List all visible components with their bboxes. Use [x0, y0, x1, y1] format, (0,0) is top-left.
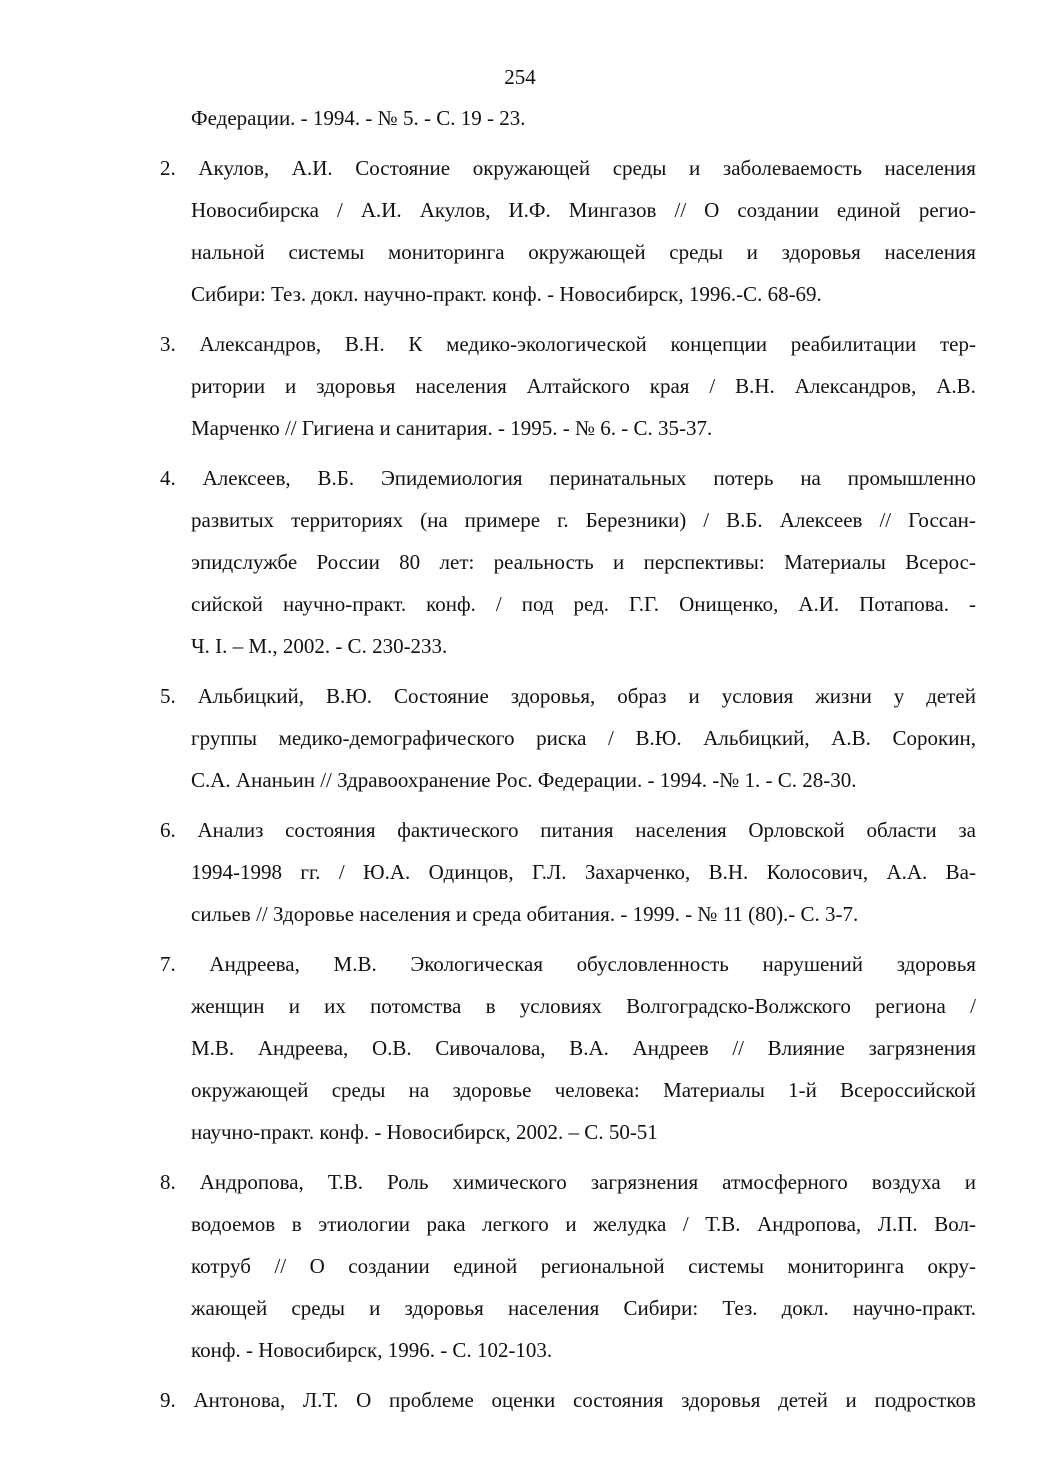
word: А.В.	[831, 726, 871, 750]
word: территориях	[291, 508, 404, 532]
word: риска	[536, 726, 587, 750]
word: Вол-	[934, 1212, 976, 1236]
word: загрязнения	[590, 1170, 699, 1194]
word: Захарченко,	[584, 860, 691, 884]
word: перинатальных	[549, 466, 687, 490]
word: окружающей	[191, 1078, 309, 1102]
word: 8.	[160, 1170, 176, 1194]
word: /	[709, 374, 716, 398]
word: Всерос-	[905, 550, 976, 574]
word: человека:	[554, 1078, 640, 1102]
word: создании	[737, 198, 819, 222]
word: Альбицкий,	[197, 684, 305, 708]
word: атмосферного	[722, 1170, 848, 1194]
word: в	[485, 994, 496, 1018]
word: концепции	[670, 332, 767, 356]
word: окружающей	[528, 240, 646, 264]
entry-gap	[160, 145, 976, 153]
word: Андропова,	[199, 1170, 304, 1194]
word: и	[613, 550, 625, 574]
word: 5.	[160, 684, 176, 708]
word: (на	[420, 508, 448, 532]
word: мониторинга	[787, 1254, 905, 1278]
entry-gap	[160, 455, 976, 463]
word: и	[845, 1388, 857, 1412]
word: проблеме	[388, 1388, 474, 1412]
word: Мингазов	[568, 198, 657, 222]
word: легкого	[482, 1212, 549, 1236]
word: регио-	[918, 198, 976, 222]
word: желудка	[593, 1212, 667, 1236]
word: Состояние	[394, 684, 489, 708]
word: потомства	[370, 994, 462, 1018]
word: Онищенко,	[679, 592, 779, 616]
word: Г.Г.	[629, 592, 660, 616]
word: на	[800, 466, 821, 490]
word: 1-й	[788, 1078, 817, 1102]
word: А.И.	[291, 156, 333, 180]
reference-line	[160, 991, 976, 1033]
word: условия	[721, 684, 794, 708]
reference-entry	[160, 1385, 976, 1427]
word: области	[866, 818, 937, 842]
reference-entry	[160, 329, 976, 455]
entry-gap	[160, 1377, 976, 1385]
word: реальность	[493, 550, 594, 574]
word: //	[879, 508, 892, 532]
word: Т.В.	[705, 1212, 741, 1236]
reference-line: Федерации. - 1994. - № 5. - С. 19 - 23.	[191, 106, 526, 130]
word: лет:	[439, 550, 475, 574]
word: конф.	[426, 592, 476, 616]
word: Т.В.	[327, 1170, 364, 1194]
word: Алексеев,	[202, 466, 291, 490]
word: края	[649, 374, 690, 398]
word: здоровья	[781, 240, 861, 264]
word: Андреева,	[209, 952, 300, 976]
word: населения	[415, 374, 507, 398]
word: Ва-	[945, 860, 976, 884]
word: Александров,	[794, 374, 917, 398]
word: //	[274, 1254, 287, 1278]
word: Роль	[387, 1170, 429, 1194]
word: медико-демографического	[278, 726, 515, 750]
word: /	[338, 860, 345, 884]
word: жизни	[815, 684, 872, 708]
word: Андропова,	[757, 1212, 862, 1236]
reference-entry	[160, 949, 976, 1159]
word: здоровья,	[510, 684, 596, 708]
word: и	[746, 240, 758, 264]
word: среды	[612, 156, 667, 180]
reference-entry	[160, 103, 976, 145]
reference-line	[160, 463, 976, 505]
word: здоровья	[896, 952, 976, 976]
word: фактического	[397, 818, 519, 842]
word: Потапова.	[859, 592, 949, 616]
reference-list	[160, 103, 976, 1427]
word: Березники)	[585, 508, 687, 532]
word: жающей	[191, 1296, 268, 1320]
reference-entry	[160, 153, 976, 321]
word: России	[316, 550, 380, 574]
word: за	[958, 818, 976, 842]
word: М.В.	[333, 952, 377, 976]
word: В.Ю.	[635, 726, 682, 750]
reference-entry	[160, 815, 976, 941]
word: А.И.	[798, 592, 840, 616]
word: нальной	[191, 240, 265, 264]
word: //	[732, 1036, 745, 1060]
reference-line: конф. - Новосибирск, 1996. - С. 102-103.	[191, 1338, 553, 1362]
entry-gap	[160, 673, 976, 681]
word: О	[356, 1388, 372, 1412]
word: А.И.	[360, 198, 402, 222]
word: Колосович,	[766, 860, 869, 884]
reference-line	[160, 815, 976, 857]
word: химического	[452, 1170, 567, 1194]
word: В.Ю.	[325, 684, 373, 708]
reference-line: Ч. I. – М., 2002. - С. 230-233.	[191, 634, 448, 658]
word: мониторинга	[387, 240, 505, 264]
word: состояния	[572, 1388, 664, 1412]
word: примере	[464, 508, 541, 532]
word: докл.	[781, 1296, 829, 1320]
reference-line: сильев // Здоровье населения и среда обитания. - 1999. - № 11 (80).- С. 3-7.	[191, 902, 859, 926]
word: питания	[540, 818, 614, 842]
reference-line	[160, 723, 976, 765]
word: в	[291, 1212, 302, 1236]
word: научно-практ.	[283, 592, 407, 616]
word: и	[688, 684, 700, 708]
word: 2.	[160, 156, 176, 180]
reference-line	[160, 1251, 976, 1293]
word: группы	[191, 726, 257, 750]
word: Андреева,	[257, 1036, 349, 1060]
word: условиях	[519, 994, 602, 1018]
entry-gap	[160, 941, 976, 949]
word: и	[689, 156, 701, 180]
word: Орловской	[748, 818, 845, 842]
word: на	[408, 1078, 430, 1102]
word: Анализ	[197, 818, 264, 842]
word: Волгоградско-Волжского	[626, 994, 851, 1018]
word: среды	[291, 1296, 346, 1320]
word: В.Н.	[708, 860, 749, 884]
word: здоровья	[316, 374, 396, 398]
word: и	[285, 374, 297, 398]
word: их	[324, 994, 346, 1018]
word: здоровья	[404, 1296, 484, 1320]
word: эпидслужбе	[191, 550, 298, 574]
word: единой	[453, 1254, 518, 1278]
reference-line: научно-практ. конф. - Новосибирск, 2002. – С. 50-51	[191, 1120, 658, 1144]
reference-line	[160, 505, 976, 547]
reference-line	[160, 195, 976, 237]
word: Новосибирска	[191, 198, 319, 222]
word: потерь	[713, 466, 774, 490]
word: Алексеев	[779, 508, 863, 532]
word: детей	[926, 684, 976, 708]
word: реабилитации	[790, 332, 917, 356]
reference-entry	[160, 463, 976, 673]
word: Александров,	[199, 332, 322, 356]
word: //	[674, 198, 687, 222]
word: /	[495, 592, 502, 616]
word: здоровье	[452, 1078, 532, 1102]
word: /	[336, 198, 343, 222]
word: региональной	[540, 1254, 665, 1278]
word: 3.	[160, 332, 176, 356]
word: оценки	[491, 1388, 556, 1412]
word: подростков	[874, 1388, 976, 1412]
word: 6.	[160, 818, 176, 842]
word: населения	[635, 818, 727, 842]
word: среды	[669, 240, 723, 264]
word: Сибири:	[623, 1296, 699, 1320]
word: состояния	[285, 818, 376, 842]
reference-line	[160, 949, 976, 991]
word: рака	[426, 1212, 466, 1236]
reference-line	[160, 371, 976, 413]
page-number: 254	[504, 65, 536, 89]
word: заболеваемость	[722, 156, 862, 180]
word: и	[369, 1296, 381, 1320]
word: В.Н.	[344, 332, 385, 356]
word: воздуха	[871, 1170, 941, 1194]
word: промышленно	[847, 466, 976, 490]
word: Эпидемиология	[380, 466, 523, 490]
word: системы	[288, 240, 365, 264]
word: /	[682, 1212, 689, 1236]
word: М.В.	[191, 1036, 235, 1060]
reference-line	[160, 1385, 976, 1427]
word: обусловленность	[576, 952, 729, 976]
word: Алтайского	[526, 374, 630, 398]
word: г.	[557, 508, 569, 532]
word: и	[565, 1212, 577, 1236]
reference-line	[160, 1293, 976, 1335]
word: населения	[884, 240, 976, 264]
word: В.Н.	[735, 374, 775, 398]
reference-line	[160, 1167, 976, 1209]
reference-line	[160, 857, 976, 899]
word: системы	[688, 1254, 764, 1278]
word: под	[521, 592, 554, 616]
word: гг.	[300, 860, 321, 884]
word: образ	[617, 684, 667, 708]
word: медико-экологической	[446, 332, 647, 356]
word: котруб	[191, 1254, 251, 1278]
entry-gap	[160, 321, 976, 329]
word: населения	[884, 156, 976, 180]
reference-line: Марченко // Гигиена и санитария. - 1995. - № 6. - С. 35-37.	[191, 416, 713, 440]
word: окружающей	[472, 156, 591, 180]
word: 1994-1998	[191, 860, 282, 884]
word: В.Б.	[317, 466, 355, 490]
reference-entry	[160, 1167, 976, 1377]
entry-gap	[160, 1159, 976, 1167]
word: Альбицкий,	[703, 726, 810, 750]
word: О	[309, 1254, 325, 1278]
word: у	[893, 684, 905, 708]
word: ритории	[191, 374, 266, 398]
word: региона	[875, 994, 946, 1018]
word: научно-практ.	[852, 1296, 976, 1320]
word: Материалы	[663, 1078, 765, 1102]
word: Госсан-	[908, 508, 976, 532]
word: Акулов,	[198, 156, 270, 180]
word: 7.	[160, 952, 176, 976]
word: В.А.	[569, 1036, 609, 1060]
word: развитых	[191, 508, 275, 532]
reference-line	[160, 1033, 976, 1075]
word: В.Б.	[726, 508, 763, 532]
word: загрязнения	[868, 1036, 976, 1060]
word: водоемов	[191, 1212, 276, 1236]
word: здоровья	[681, 1388, 761, 1412]
word: населения	[507, 1296, 600, 1320]
entry-gap	[160, 807, 976, 815]
word: детей	[778, 1388, 828, 1412]
word: Андреев	[632, 1036, 709, 1060]
reference-entry	[160, 681, 976, 807]
reference-line: С.А. Ананьин // Здравоохранение Рос. Федерации. - 1994. -№ 1. - С. 28-30.	[191, 768, 857, 792]
word: А.В.	[936, 374, 976, 398]
word: перспективы:	[643, 550, 765, 574]
word: И.Ф.	[508, 198, 551, 222]
reference-line	[160, 237, 976, 279]
reference-line: Сибири: Тез. докл. научно-практ. конф. - Новосибирск, 1996.-С. 68-69.	[191, 282, 822, 306]
word: Г.Л.	[531, 860, 567, 884]
reference-line	[160, 1209, 976, 1251]
word: нарушений	[762, 952, 864, 976]
word: Одинцов,	[428, 860, 514, 884]
word: женщин	[191, 994, 265, 1018]
word: Материалы	[784, 550, 886, 574]
word: Экологическая	[410, 952, 544, 976]
word: /	[703, 508, 710, 532]
word: единой	[836, 198, 901, 222]
reference-line	[160, 1075, 976, 1117]
word: Всероссийской	[840, 1078, 976, 1102]
word: 9.	[160, 1388, 176, 1412]
reference-line	[160, 681, 976, 723]
word: 4.	[160, 466, 176, 490]
word: Антонова,	[193, 1388, 286, 1412]
word: сийской	[191, 592, 263, 616]
word: и	[288, 994, 300, 1018]
reference-line	[160, 547, 976, 589]
word: тер-	[939, 332, 976, 356]
word: Акулов,	[419, 198, 491, 222]
word: 80	[399, 550, 421, 574]
word: К	[408, 332, 423, 356]
word: создании	[348, 1254, 430, 1278]
reference-line	[160, 329, 976, 371]
word: ред.	[573, 592, 610, 616]
reference-line	[160, 589, 976, 631]
word: А.А.	[886, 860, 928, 884]
word: и	[964, 1170, 976, 1194]
word: Влияние	[767, 1036, 845, 1060]
reference-line	[160, 153, 976, 195]
word: окру-	[927, 1254, 976, 1278]
word: Л.Т.	[302, 1388, 339, 1412]
word: Ю.А.	[363, 860, 411, 884]
word: Состояние	[355, 156, 451, 180]
word: -	[969, 592, 976, 616]
word: Сивочалова,	[435, 1036, 546, 1060]
word: /	[970, 994, 976, 1018]
word: среды	[331, 1078, 386, 1102]
word: Тез.	[722, 1296, 758, 1320]
word: О	[704, 198, 720, 222]
word: Л.П.	[877, 1212, 918, 1236]
word: /	[608, 726, 614, 750]
word: О.В.	[371, 1036, 412, 1060]
word: этиологии	[318, 1212, 410, 1236]
word: Сорокин,	[892, 726, 976, 750]
